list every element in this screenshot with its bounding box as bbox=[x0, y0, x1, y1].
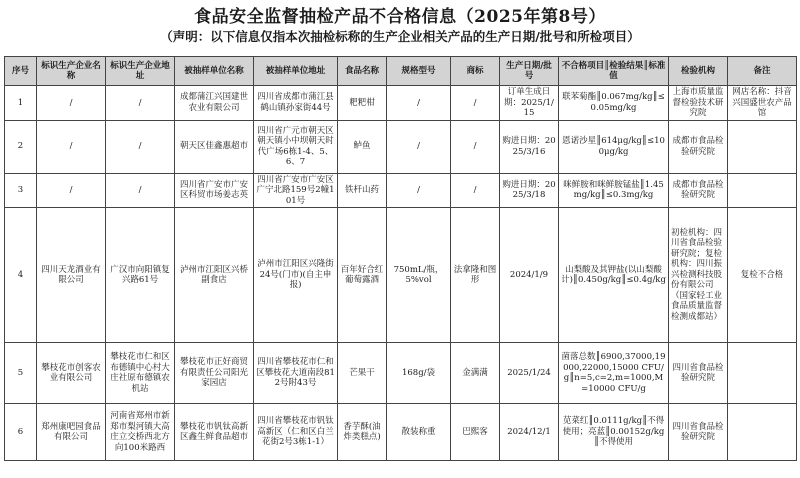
table-cell: 四川省攀枝花市钒钛高新区（仁和区白兰花街2号3栋1-1） bbox=[254, 404, 338, 461]
table-cell: 四川省食品检验研究院 bbox=[669, 343, 728, 404]
table-cell: 香芋酥(油炸类糕点) bbox=[338, 404, 387, 461]
table-cell: 散装称重 bbox=[387, 404, 451, 461]
table-cell: / bbox=[387, 120, 451, 173]
table-cell: 四川省广元市朝天区朝天镇小中坝朝天时代广场6栋1-4、5、6、7 bbox=[254, 120, 338, 173]
table-cell: 168g/袋 bbox=[387, 343, 451, 404]
results-table bbox=[4, 56, 797, 461]
col-header: 被抽样单位名称 bbox=[175, 57, 254, 86]
table-cell: / bbox=[387, 173, 451, 208]
table-row bbox=[5, 173, 797, 208]
table-cell: 联苯菊酯║0.067mg/kg║≤0.05mg/kg bbox=[559, 86, 669, 121]
table-cell: 5 bbox=[5, 343, 37, 404]
col-header: 规格型号 bbox=[387, 57, 451, 86]
table-cell: 攀枝花市正好商贸有限责任公司阳光家园店 bbox=[175, 343, 254, 404]
table-cell: 6 bbox=[5, 404, 37, 461]
col-header: 检验机构 bbox=[669, 57, 728, 86]
table-cell: 广汉市向阳镇复兴路61号 bbox=[106, 208, 175, 343]
table-cell: / bbox=[106, 120, 175, 173]
table-row bbox=[5, 404, 797, 461]
table-cell: 芒果干 bbox=[338, 343, 387, 404]
table-cell: 咪鲜胺和咪鲜胺锰盐║1.45mg/kg║≤0.3mg/kg bbox=[559, 173, 669, 208]
table-cell: 泸州市江阳区兴隆街24号(门市)(自主申报) bbox=[254, 208, 338, 343]
table-cell: 750mL/瓶，5%vol bbox=[387, 208, 451, 343]
table-cell: / bbox=[106, 173, 175, 208]
table-cell: 2024/12/1 bbox=[500, 404, 559, 461]
table-cell: 2025/1/24 bbox=[500, 343, 559, 404]
table-cell: 成都市食品检验研究院 bbox=[669, 120, 728, 173]
col-header: 标识生产企业名称 bbox=[37, 57, 106, 86]
table-cell: 成都市食品检验研究院 bbox=[669, 173, 728, 208]
col-header: 食品名称 bbox=[338, 57, 387, 86]
table-cell bbox=[728, 120, 797, 173]
table-cell: 上海市质量监督检验技术研究院 bbox=[669, 86, 728, 121]
table-cell: 2 bbox=[5, 120, 37, 173]
table-row bbox=[5, 208, 797, 343]
table-cell: 购进日期：2025/3/18 bbox=[500, 173, 559, 208]
table-cell: 四川省攀枝花市仁和区攀枝花大道南段812号附43号 bbox=[254, 343, 338, 404]
table-cell: 购进日期：2025/3/16 bbox=[500, 120, 559, 173]
table-cell: 鲈鱼 bbox=[338, 120, 387, 173]
table-header-row bbox=[5, 57, 797, 86]
table-cell: 3 bbox=[5, 173, 37, 208]
col-header: 生产日期/批号 bbox=[500, 57, 559, 86]
table-cell: 泸州市江阳区兴桥副食店 bbox=[175, 208, 254, 343]
table-cell: 四川省食品检验研究院 bbox=[669, 404, 728, 461]
col-header: 序号 bbox=[5, 57, 37, 86]
table-cell: 攀枝花市仁和区布德镇中心村大庄社原布德镇农机站 bbox=[106, 343, 175, 404]
table-cell: 粑粑柑 bbox=[338, 86, 387, 121]
table-cell: 成都蒲江兴国建世农业有限公司 bbox=[175, 86, 254, 121]
table-row bbox=[5, 343, 797, 404]
table-cell: 1 bbox=[5, 86, 37, 121]
table-cell: 订单生成日期：2025/1/15 bbox=[500, 86, 559, 121]
table-cell: 四川省成都市蒲江县鹤山镇孙家街44号 bbox=[254, 86, 338, 121]
table-cell: 法拿隆和图形 bbox=[451, 208, 500, 343]
table-cell: 河南省郑州市新郑市梨河镇大高庄立交桥西北方向100米路西 bbox=[106, 404, 175, 461]
page-title: 食品安全监督抽检产品不合格信息（2025年第8号） bbox=[194, 7, 606, 27]
table-cell: 2024/1/9 bbox=[500, 208, 559, 343]
table-cell bbox=[728, 343, 797, 404]
table-cell: 恩诺沙星║614μg/kg║≤100μg/kg bbox=[559, 120, 669, 173]
table-cell: / bbox=[37, 120, 106, 173]
table-cell: 苋菜红║0.0111g/kg║不得使用；亮蓝║0.00152g/kg║不得使用 bbox=[559, 404, 669, 461]
col-header: 备注 bbox=[728, 57, 797, 86]
table-cell: / bbox=[387, 86, 451, 121]
table-cell bbox=[728, 173, 797, 208]
table-cell: 郑州康吧园食品有限公司 bbox=[37, 404, 106, 461]
disclaimer: （声明：以下信息仅指本次抽检标称的生产企业相关产品的生产日期/批号和所检项目） bbox=[160, 29, 640, 44]
table-cell: / bbox=[37, 173, 106, 208]
table-cell: 攀枝花市钒钛高新区鑫生鲜食品超市 bbox=[175, 404, 254, 461]
table-row bbox=[5, 120, 797, 173]
table-cell: 四川天龙酒业有限公司 bbox=[37, 208, 106, 343]
table-cell: 攀枝花市创客农业有限公司 bbox=[37, 343, 106, 404]
table-cell: 山梨酸及其钾盐(以山梨酸计)║0.450g/kg║≤0.4g/kg bbox=[559, 208, 669, 343]
table-cell: 百年好合红葡萄露酒 bbox=[338, 208, 387, 343]
table-cell bbox=[728, 404, 797, 461]
col-header: 标识生产企业地址 bbox=[106, 57, 175, 86]
table-cell: 四川省广安市广安区广宁北路159号2幢101号 bbox=[254, 173, 338, 208]
table-cell: / bbox=[451, 86, 500, 121]
table-cell: 巴熙客 bbox=[451, 404, 500, 461]
table-cell: / bbox=[451, 120, 500, 173]
table-cell: / bbox=[106, 86, 175, 121]
col-header: 不合格项目║检验结果║标准值 bbox=[559, 57, 669, 86]
table-row bbox=[5, 86, 797, 121]
table-cell: 金满满 bbox=[451, 343, 500, 404]
col-header: 被抽样单位地址 bbox=[254, 57, 338, 86]
table-cell: 铁杆山药 bbox=[338, 173, 387, 208]
table-cell: / bbox=[37, 86, 106, 121]
table-cell: 初检机构：四川省食品检验研究院；复检机构：四川振兴检测科技股份有限公司（国家轻工业食品质量监督检测成都站） bbox=[669, 208, 728, 343]
table-cell: 复检不合格 bbox=[728, 208, 797, 343]
col-header: 商标 bbox=[451, 57, 500, 86]
table-cell: 菌落总数║6900,37000,19000,22000,15000 CFU/g║n=5,c=2,m=1000,M=10000 CFU/g bbox=[559, 343, 669, 404]
table-cell: / bbox=[451, 173, 500, 208]
table-cell: 四川省广安市广安区科贸市场姜志英 bbox=[175, 173, 254, 208]
table-cell: 网店名称：抖音兴国盛世农产品馆 bbox=[728, 86, 797, 121]
table-cell: 4 bbox=[5, 208, 37, 343]
table-cell: 朝天区佳鑫惠超市 bbox=[175, 120, 254, 173]
